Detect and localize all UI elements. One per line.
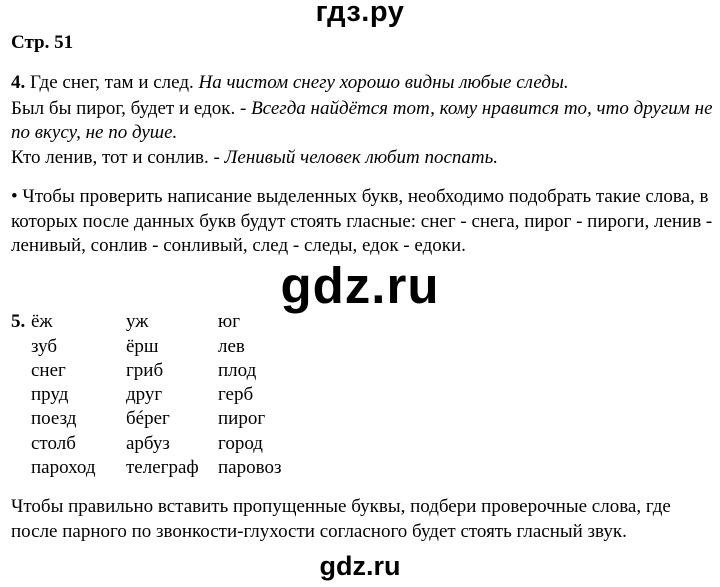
word-c1-5: поезд <box>31 408 77 429</box>
word-c3-2: лев <box>218 336 245 357</box>
note-line-1: • Чтобы проверить написание выделенных букв, необходимо подобрать такие слова, в <box>11 186 709 207</box>
watermark-bottom: gdz.ru <box>319 551 401 581</box>
explanation-3: Ленивый человек любит поспать. <box>224 147 499 168</box>
word-c2-1: уж <box>126 311 149 332</box>
task4-number: 4. <box>11 72 26 93</box>
conclusion-line-1: Чтобы правильно вставить пропущенные буквы, подбери проверочные слова, где <box>11 496 671 517</box>
word-c2-7: телеграф <box>126 457 199 478</box>
proverb-1: Где снег, там и след. <box>30 72 194 93</box>
task4-line-4 <box>11 147 498 169</box>
word-c2-4: друг <box>126 384 163 405</box>
page-number: Стр. 51 <box>11 32 74 53</box>
task5-number: 5. <box>11 311 26 332</box>
watermark-middle: gdz.ru <box>280 257 440 314</box>
word-c3-1: юг <box>218 311 240 332</box>
word-c3-7: паровоз <box>218 457 282 478</box>
proverb-2: Был бы пирог, будет и едок. - <box>11 98 247 119</box>
note-line-3: ленивый, сонлив - сонливый, след - следы, едок - едоки. <box>11 235 466 256</box>
proverb-3: Кто ленив, тот и сонлив. - <box>11 147 220 168</box>
word-c2-2: ёрш <box>126 336 159 357</box>
task4-line-1 <box>11 72 569 94</box>
word-c1-4: пруд <box>31 384 69 405</box>
word-c3-5: пирог <box>218 408 266 429</box>
word-c3-3: плод <box>218 360 257 381</box>
word-c1-6: столб <box>31 433 76 454</box>
explanation-2: Всегда найдётся тот, кому нравится то, что другим не <box>251 98 713 119</box>
word-c2-6: арбуз <box>126 433 170 454</box>
word-c1-7: пароход <box>31 457 96 478</box>
word-c3-6: город <box>218 433 263 454</box>
word-c1-3: снег <box>31 360 66 381</box>
word-c1-2: зуб <box>31 336 58 357</box>
word-c3-4: герб <box>218 384 254 405</box>
word-c2-5: бéрег <box>126 408 170 429</box>
task4-line-2 <box>11 98 713 120</box>
word-c2-3: гриб <box>126 360 164 381</box>
explanation-1: На чистом снегу хорошо видны любые следы. <box>198 72 569 93</box>
conclusion-line-2: после парного по звонкости-глухости согласного будет стоять гласный звук. <box>11 521 627 542</box>
site-logo: гдз.ру <box>315 0 405 28</box>
note-line-2: которых после данных букв будут стоять гласные: снег - снега, пирог - пироги, ленив - <box>11 211 713 232</box>
explanation-2-cont: по вкусу, не по душе. <box>11 122 178 143</box>
word-c1-1: ёж <box>31 311 53 332</box>
